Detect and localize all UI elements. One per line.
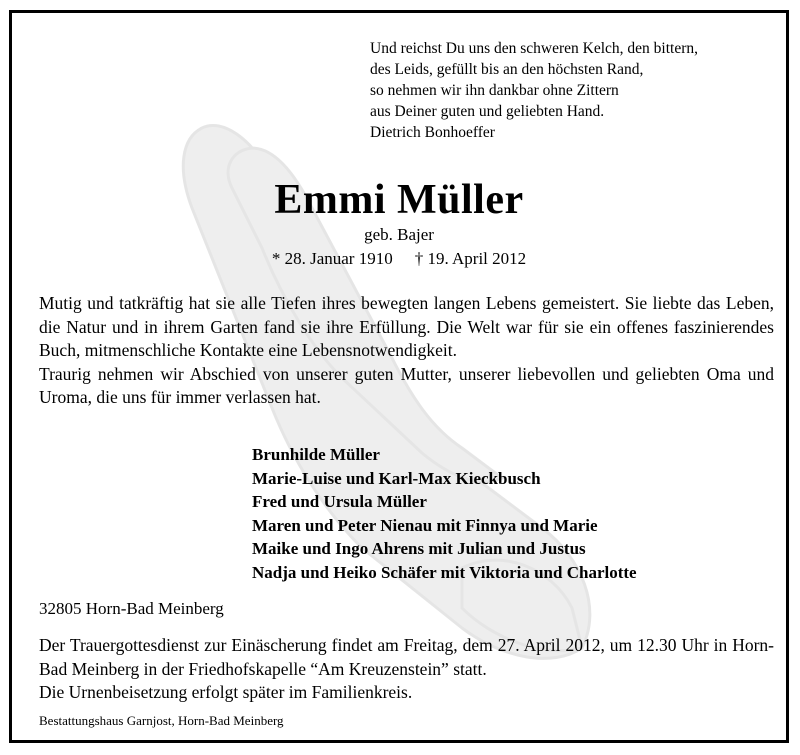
mourners-list [252,443,637,584]
obituary-notice [9,10,789,743]
biography-paragraph: Traurig nehmen wir Abschied von unserer guten Mutter, unserer liebevollen und geliebten Oma und Uroma, die uns für immer verlassen hat. [39,363,774,408]
mourner-entry: Nadja und Heiko Schäfer mit Viktoria und Charlotte [252,562,637,582]
poem-author: Dietrich Bonhoeffer [370,124,495,141]
biography [39,292,774,410]
funeral-home: Bestattungshaus Garnjost, Horn-Bad Meinberg [39,713,284,728]
mourner-entry: Maike und Ingo Ahrens mit Julian und Justus [252,539,586,558]
mourner-entry: Marie-Luise und Karl-Max Kieckbusch [252,468,541,488]
mourner-entry: Brunhilde Müller [252,445,380,464]
poem [370,38,698,143]
location: 32805 Horn-Bad Meinberg [39,599,224,618]
service-info [39,634,774,705]
poem-line: aus Deiner guten und geliebten Hand. [370,103,605,120]
poem-line: des Leids, gefüllt bis an den höchsten Rand, [370,61,644,78]
death-date: † 19. April 2012 [414,249,527,268]
mourner-entry: Maren und Peter Nienau mit Finnya und Marie [252,515,598,535]
service-text: Der Trauergottesdienst zur Einäscherung findet am Freitag, dem 27. April 2012, um 12.30 Uhr in Horn-Bad Meinberg in der Friedhofskapelle “Am Kreuzenstein” statt. [39,635,774,679]
biography-paragraph: Mutig und tatkräftig hat sie alle Tiefen ihres bewegten langen Lebens gemeistert. Sie liebte das Leben, die Natur und in ihrem Garten fand sie ihre Erfüllung. Die Welt war für sie ein offenes faszinierendes Buch, mitmenschliche Kontakte eine Lebensnotwendigkeit. [39,293,774,361]
birth-date: * 28. Januar 1910 [271,249,393,268]
urn-burial-text: Die Urnenbeisetzung erfolgt später im Familienkreis. [39,682,413,702]
life-dates [12,249,786,269]
mourner-entry: Fred und Ursula Müller [252,492,427,511]
poem-line: so nehmen wir ihn dankbar ohne Zittern [370,82,619,99]
deceased-name: Emmi Müller [274,177,524,223]
poem-line: Und reichst Du uns den schweren Kelch, den bittern, [370,40,698,57]
birth-name: geb. Bajer [364,225,434,244]
